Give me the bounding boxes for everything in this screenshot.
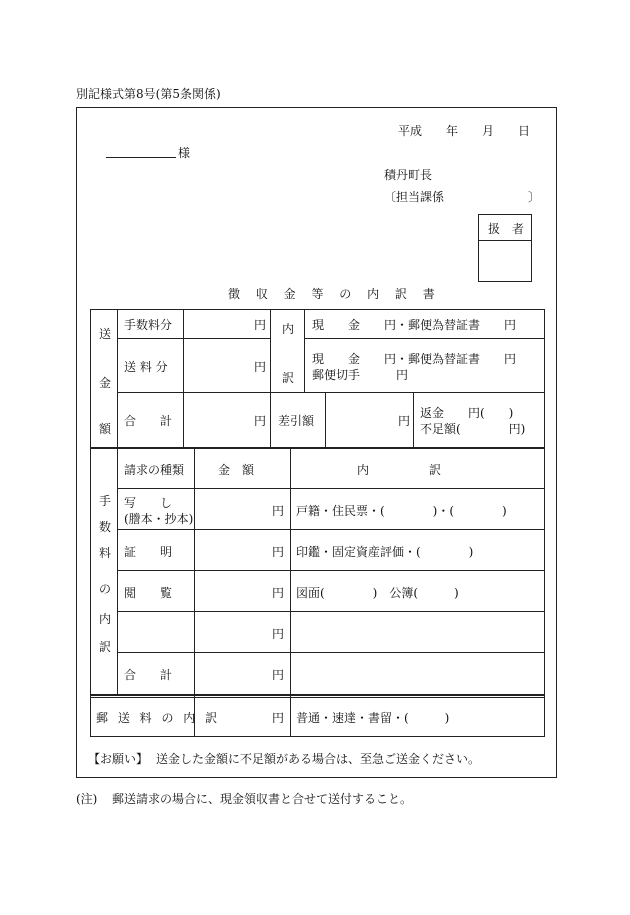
addressee-name-line[interactable] xyxy=(106,157,176,158)
refund-line: 返金 円( ) xyxy=(420,406,514,420)
row-cert-detail: 印鑑・固定資産評価・( ) xyxy=(296,545,474,559)
request-text: 送金した金額に不足額がある場合は、至急ご送金ください。 xyxy=(156,752,481,766)
postage-double-line xyxy=(90,697,545,698)
fee-side-char-6: 訳 xyxy=(99,640,112,654)
fee-row-divider-4 xyxy=(117,652,545,653)
row-view-detail: 図面( ) 公簿( ) xyxy=(296,586,459,600)
fee-header-divider xyxy=(117,488,545,489)
remit-refund-divider xyxy=(413,392,414,448)
remit-side-divider xyxy=(117,309,118,448)
remit-cash-divider xyxy=(304,338,545,339)
row-blank-yen: 円 xyxy=(272,627,285,641)
handler-label: 扱 者 xyxy=(488,222,525,236)
remit-row-divider-1 xyxy=(117,338,270,339)
fee-side-char-5: 内 xyxy=(99,612,112,626)
fee-type-divider xyxy=(194,448,195,695)
row-cert-type: 証 明 xyxy=(124,545,173,559)
postage-stamps-line: 郵便切手 円 xyxy=(312,368,409,382)
col-request-type: 請求の種類 xyxy=(124,463,185,477)
fee-portion-label: 手数料分 xyxy=(124,318,173,332)
row-view-type: 閲 覧 xyxy=(124,586,173,600)
remit-uchi-divider xyxy=(304,309,305,393)
row-copy-detail: 戸籍・住民票・( )・( ) xyxy=(296,504,507,518)
row-copy-subtype: (謄本・抄本) xyxy=(124,512,194,526)
remit-total-label: 合 計 xyxy=(124,414,173,428)
fee-row-divider-1 xyxy=(117,529,545,530)
row-total-yen: 円 xyxy=(272,668,285,682)
request-label: 【お願い】 xyxy=(88,752,149,766)
form-number-label: 別記様式第8号(第5条関係) xyxy=(76,87,221,101)
fee-amount-divider xyxy=(290,448,291,695)
fee-side-char-2: 数 xyxy=(99,520,112,534)
stamp-box-divider xyxy=(478,240,532,241)
remit-side-char-3: 額 xyxy=(99,422,112,436)
date-line: 平成 年 月 日 xyxy=(398,124,531,138)
fee-breakdown-table xyxy=(90,448,545,695)
fee-side-char-3: 料 xyxy=(99,546,112,560)
addressee-suffix: 様 xyxy=(178,146,191,160)
document-title: 徴 収 金 等 の 内 訳 書 xyxy=(228,287,441,301)
difference-label: 差引額 xyxy=(278,414,315,428)
remit-uchi-char-1: 内 xyxy=(282,322,295,336)
postage-amount-divider xyxy=(290,695,291,737)
row-total-type: 合 計 xyxy=(124,668,173,682)
note-text: 郵送請求の場合に、現金領収書と合せて送付すること。 xyxy=(112,792,413,806)
fee-side-divider xyxy=(117,448,118,695)
col-amount: 金 額 xyxy=(218,463,255,477)
fee-row-divider-2 xyxy=(117,570,545,571)
shortage-line: 不足額( 円) xyxy=(420,422,526,436)
postage-portion-yen: 円 xyxy=(254,360,267,374)
row-view-yen: 円 xyxy=(272,586,285,600)
fee-portion-yen: 円 xyxy=(254,318,267,332)
fee-side-char-1: 手 xyxy=(99,494,112,508)
remit-total-yen: 円 xyxy=(254,414,267,428)
row-copy-yen: 円 xyxy=(272,504,285,518)
difference-yen: 円 xyxy=(398,414,411,428)
note-label: (注) xyxy=(76,792,98,806)
postage-detail: 普通・速達・書留・( ) xyxy=(296,711,450,725)
remit-uchi-char-2: 訳 xyxy=(282,371,295,385)
row-copy-type: 写 し xyxy=(124,496,173,510)
fee-row-divider-3 xyxy=(117,611,545,612)
cash-line-1: 現 金 円・郵便為替証書 円 xyxy=(312,318,517,332)
remit-side-char-2: 金 xyxy=(99,376,112,390)
issuer-name: 積丹町長 xyxy=(384,168,433,182)
contact-department: 〔担当課係 〕 xyxy=(384,190,541,204)
cash-line-2: 現 金 円・郵便為替証書 円 xyxy=(312,352,517,366)
remit-row-divider-2 xyxy=(117,392,545,393)
postage-breakdown-label: 郵 送 料 の 内 訳 xyxy=(96,711,221,725)
postage-portion-label: 送 料 分 xyxy=(124,360,168,374)
remit-label-divider xyxy=(183,309,184,448)
postage-yen: 円 xyxy=(272,711,285,725)
remit-side-char-1: 送 xyxy=(99,327,112,341)
col-breakdown: 内 訳 xyxy=(357,463,442,477)
remit-diff-divider xyxy=(325,392,326,448)
row-cert-yen: 円 xyxy=(272,545,285,559)
fee-side-char-4: の xyxy=(99,582,112,596)
remit-amount-divider xyxy=(270,309,271,448)
